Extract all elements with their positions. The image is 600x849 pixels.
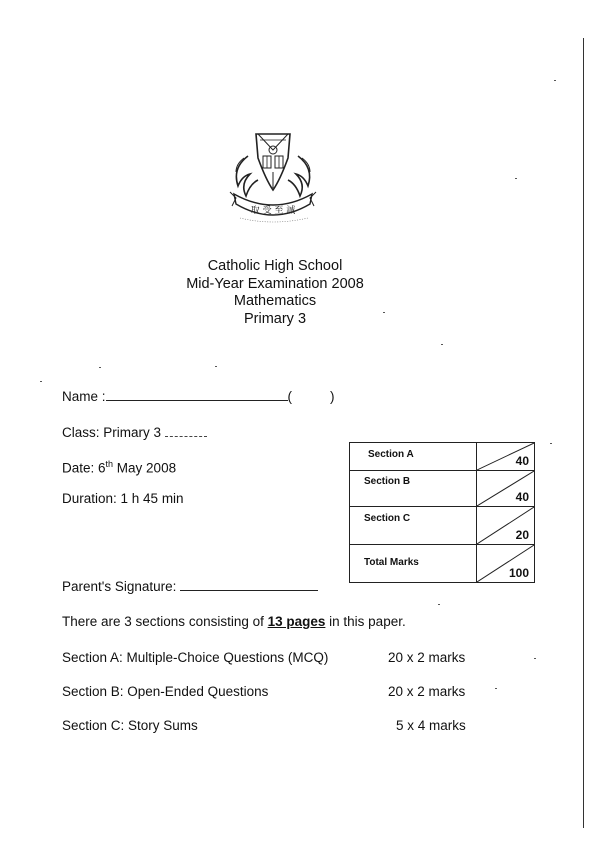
scan-speck — [441, 344, 443, 345]
scan-speck — [515, 178, 517, 179]
total-score-box — [476, 545, 534, 583]
section-a-marks: 20 x 2 marks — [388, 650, 466, 665]
section-b-score-box — [476, 471, 534, 507]
section-b-score: 40 — [515, 490, 529, 504]
total-score: 100 — [508, 566, 529, 580]
table-row — [350, 443, 535, 471]
exam-heading — [150, 258, 400, 328]
section-b-marks: 20 x 2 marks — [388, 684, 466, 699]
name-blank[interactable] — [106, 388, 288, 401]
scan-speck — [550, 443, 552, 444]
date-field: Date: 6th May 2008 — [62, 459, 177, 476]
section-c-description: Section C: Story Sums — [62, 718, 198, 733]
marks-table — [349, 442, 535, 583]
class-label: Class: Primary 3 — [62, 425, 162, 440]
scan-speck — [99, 367, 101, 368]
name-label: Name : — [62, 389, 106, 404]
table-row — [350, 507, 535, 545]
parent-signature-field — [62, 578, 318, 594]
section-a-description: Section A: Multiple-Choice Questions (MCQ) — [62, 650, 329, 665]
scan-speck — [40, 381, 42, 382]
page-count: 13 pages — [267, 614, 326, 629]
name-paren-close: ) — [330, 389, 335, 404]
level: Primary 3 — [243, 310, 307, 327]
section-b-label: Section B — [364, 476, 411, 487]
section-c-score: 20 — [515, 528, 529, 542]
section-a-score-box — [476, 443, 534, 471]
scan-speck — [534, 658, 536, 659]
school-crest-logo — [218, 128, 328, 228]
scan-speck — [554, 80, 556, 81]
exam-title: Mid-Year Examination 2008 — [186, 275, 364, 292]
class-blank[interactable] — [165, 424, 207, 437]
table-row — [350, 545, 535, 583]
name-field — [62, 388, 335, 404]
section-a-score: 40 — [515, 454, 529, 468]
duration-field: Duration: 1 h 45 min — [62, 491, 184, 506]
scan-speck — [383, 312, 385, 313]
subject: Mathematics — [233, 293, 317, 309]
page-edge-rule — [583, 38, 584, 828]
section-c-score-box — [476, 507, 534, 545]
section-b-description: Section B: Open-Ended Questions — [62, 684, 269, 699]
name-paren-open: ( — [287, 389, 293, 404]
total-marks-label: Total Marks — [364, 557, 419, 568]
scan-speck — [438, 604, 440, 605]
section-c-label: Section C — [364, 513, 411, 524]
school-name: Catholic High School — [207, 258, 343, 274]
svg-text:取 受 至 誠: 取 受 至 誠 — [250, 206, 296, 216]
class-field — [62, 424, 207, 440]
section-c-marks: 5 x 4 marks — [396, 718, 466, 733]
parent-signature-label: Parent's Signature: — [62, 579, 177, 594]
section-a-label: Section A — [368, 449, 414, 460]
instructions-intro: There are 3 sections consisting of 13 pages in this paper. — [62, 614, 406, 629]
scan-speck — [215, 366, 217, 367]
table-row — [350, 471, 535, 507]
scan-speck — [495, 688, 497, 689]
parent-signature-blank[interactable] — [180, 578, 318, 591]
